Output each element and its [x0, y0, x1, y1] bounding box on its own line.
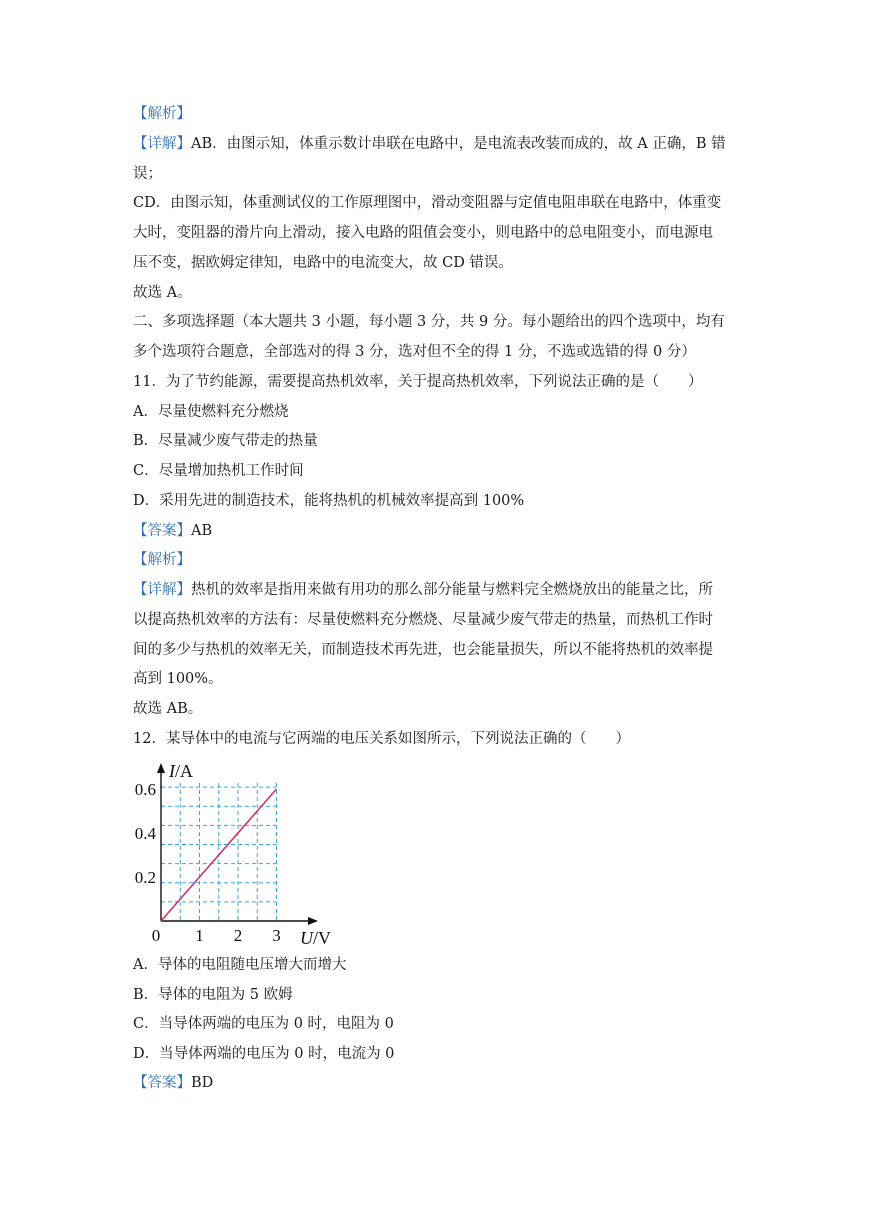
line-text: 压不变，据欧姆定律知，电路中的电流变大，故 CD 错误。 — [133, 254, 513, 271]
origin-label: 0 — [151, 926, 161, 945]
text-line — [133, 223, 733, 243]
x-axis-unit: /V — [313, 928, 331, 948]
text-line — [133, 283, 733, 303]
line-text: 故选 AB。 — [133, 701, 203, 717]
line-text: 间的多少与热机的效率无关，而制造技术再先进，也会能量损失，所以不能将热机的效率提 — [133, 641, 713, 658]
text-line — [133, 104, 733, 124]
line-text: 高到 100%。 — [133, 671, 223, 688]
x-axis-arrow — [308, 917, 318, 925]
section-tag: 【详解】 — [133, 582, 191, 598]
line-text: CD．由图示知，体重测试仪的工作原理图中，滑动变阻器与定值电阻串联在电路中，体重变 — [133, 195, 722, 212]
text-line — [133, 640, 733, 660]
line-text: A．尽量使燃料充分燃烧 — [133, 403, 289, 420]
text-line — [133, 1044, 733, 1064]
text-line — [133, 402, 733, 422]
section-tag: 【解析】 — [133, 552, 191, 569]
text-line — [133, 253, 733, 273]
section-tag: 【答案】 — [133, 1075, 191, 1091]
graph-axes — [157, 763, 318, 925]
current-voltage-graph — [128, 755, 348, 955]
line-text: 故选 A。 — [133, 284, 192, 301]
line-text: BD — [191, 1075, 214, 1091]
line-text: A．导体的电阻随电压增大而增大 — [133, 957, 347, 973]
line-text: 大时，变阻器的滑片向上滑动，接入电路的阻值会变小，则电路中的总电阻变小，而电源电 — [133, 225, 713, 241]
series-line — [161, 789, 277, 921]
text-line — [133, 431, 733, 451]
line-text: 误； — [133, 165, 162, 182]
line-text: 多个选项符合题意，全部选对的得 3 分，选对但不全的得 1 分，不选或选错的得 0 分） — [133, 344, 696, 360]
text-line — [133, 491, 733, 511]
y-axis-unit: /A — [175, 761, 193, 781]
text-line — [133, 610, 733, 630]
section-tag: 【解析】 — [133, 106, 191, 122]
text-line — [133, 955, 733, 975]
line-text: 二、多项选择题（本大题共 3 小题，每小题 3 分，共 9 分。每小题给出的四个选项中，均有 — [133, 314, 725, 331]
y-tick-label: 0.4 — [134, 824, 156, 843]
text-line — [133, 985, 733, 1005]
x-axis-symbol: U — [300, 928, 313, 948]
text-line — [133, 521, 733, 541]
graph-labels — [168, 761, 331, 948]
x-axis-label — [300, 928, 331, 948]
x-tick-label: 3 — [272, 926, 281, 945]
line-text: C．当导体两端的电压为 0 时，电阻为 0 — [133, 1016, 394, 1032]
line-text: C．尽量增加热机工作时间 — [133, 463, 304, 479]
y-axis-symbol: I — [169, 761, 175, 781]
text-line — [133, 461, 733, 481]
y-axis-label — [168, 761, 193, 781]
text-line — [133, 729, 733, 749]
text-line — [133, 372, 733, 392]
text-line — [133, 134, 733, 154]
text-line — [133, 580, 733, 600]
text-line — [133, 164, 733, 184]
text-line — [133, 699, 733, 719]
line-text: 热机的效率是指用来做有用功的那么部分能量与燃料完全燃烧放出的能量之比，所 — [191, 582, 713, 598]
line-text: AB — [191, 522, 213, 539]
text-line — [133, 312, 733, 332]
line-text: D．采用先进的制造技术，能将热机的机械效率提高到 100% — [133, 492, 525, 509]
line-text: 12．某导体中的电流与它两端的电压关系如图所示，下列说法正确的（ ） — [133, 730, 630, 747]
y-tick-label: 0.6 — [134, 780, 156, 799]
text-line — [133, 550, 733, 570]
line-text: AB．由图示知，体重示数计串联在电路中，是电流表改装而成的，故 A 正确，B 错 — [191, 135, 726, 152]
text-line — [133, 193, 733, 213]
line-text: D．当导体两端的电压为 0 时，电流为 0 — [133, 1045, 395, 1062]
x-tick-label: 1 — [195, 926, 204, 945]
text-line — [133, 669, 733, 689]
section-tag: 【答案】 — [133, 522, 191, 539]
section-tag: 【详解】 — [133, 135, 191, 152]
graph-ticks — [135, 780, 281, 945]
y-axis-arrow — [157, 763, 165, 773]
line-text: B．导体的电阻为 5 欧姆 — [133, 986, 293, 1003]
line-text: 以提高热机效率的方法有：尽量使燃料充分燃烧、尽量减少废气带走的热量，而热机工作时 — [133, 611, 713, 628]
x-tick-label: 2 — [233, 926, 243, 945]
line-text: 11．为了节约能源，需要提高热机效率，关于提高热机效率，下列说法正确的是（ ） — [133, 373, 703, 390]
text-line — [133, 1073, 733, 1093]
line-text: B．尽量减少废气带走的热量 — [133, 433, 318, 450]
y-tick-label: 0.2 — [134, 868, 156, 887]
graph-series — [161, 789, 277, 921]
text-line — [133, 1014, 733, 1034]
text-line — [133, 342, 733, 362]
